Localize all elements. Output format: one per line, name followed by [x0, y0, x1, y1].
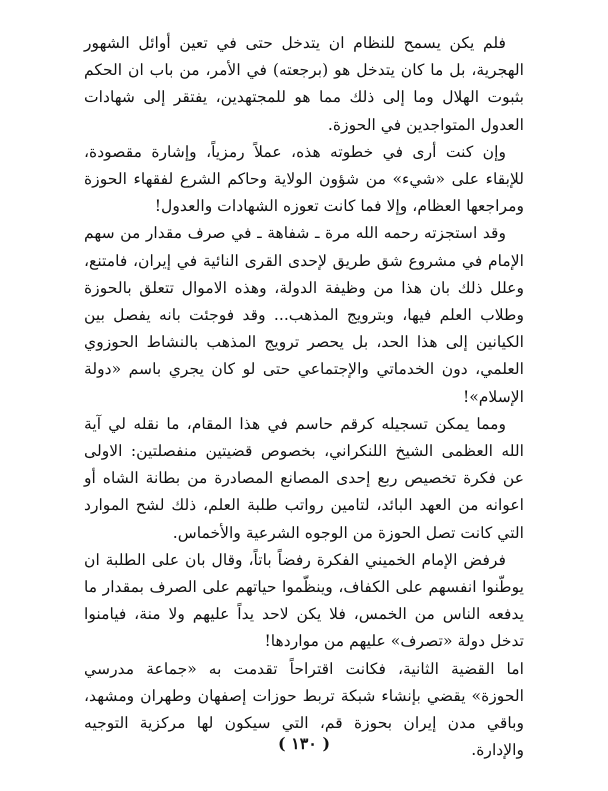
- paragraph-1: فلم يكن يسمح للنظام ان يتدخل حتى في تعين أوائل الشهور الهجرية، بل ما كان يتدخل هو (برجعته) في الأمر، من باب ان الحكم بثبوت الهلال وما إلى ذلك مما هو للمجتهدين، يفتقر إلى شهادات العدول المتواجدين في الحوزة.: [84, 34, 524, 134]
- paragraph-4: ومما يمكن تسجيله كرقم حاسم في هذا المقام، ما نقله لي آية الله العظمى الشيخ اللنكراني، بخصوص قضيتين منفصلتين: الاولى عن فكرة تخصيص ربع إحدى المصانع المصادرة من بطانة الشاه أو اعوانه من العهد البائد، لتامين رواتب طلبة العلم، ذلك لشح الموارد التي كانت تصل الحوزة من الوجوه الشرعية والأخماس.: [84, 414, 524, 542]
- paragraph-3: وقد استجزته رحمه الله مرة ـ شفاهة ـ في صرف مقدار من سهم الإمام في مشروع شق طريق لإحدى القرى النائية في إيران، فامتنع، وعلل ذلك بان هذا من وظيفة الدولة، وهذه الاموال تتعلق بالحوزة وطلاب العلم فيها، وبترويج المذهب... وقد فوجئت بانه يفصل بين الكيانين إلى هذا الحد، بل يحصر ترويج المذهب بالنشاط الحوزوي العلمي، دون الخدماتي والإجتماعي حتى لو كان يجري باسم «دولة الإسلام»!: [84, 224, 524, 406]
- page-number: ( ١٣٠ ): [277, 734, 331, 753]
- paragraph-2: وإن كنت أرى في خطوته هذه، عملاً رمزياً، وإشارة مقصودة، للإبقاء على «شيء» من شؤون الولاية وحاكم الشرع لفقهاء الحوزة ومراجعها العظام، وإلا فما كانت تعوزه الشهادات والعدول!: [84, 142, 524, 216]
- paragraph-5: فرفض الإمام الخميني الفكرة رفضاً باتاً، وقال بان على الطلبة ان يوطّنوا انفسهم على الكفاف، وينظّموا حياتهم على الصرف بمقدار ما يدفعه الناس من الخمس، فلا يكن لاحد يداً عليهم ولا منة، فيامنوا تدخل دولة «تصرف» عليهم من مواردها!: [84, 550, 524, 651]
- body-text: [84, 30, 524, 764]
- paragraph-6: اما القضية الثانية، فكانت اقتراحاً تقدمت به «جماعة مدرسي الحوزة» يقضي بإنشاء شبكة تربط حوزات إصفهان وطهران ومشهد، وباقي مدن إيران بحوزة قم، التي سيكون لها مركزية التوجيه والإدارة.: [84, 659, 524, 760]
